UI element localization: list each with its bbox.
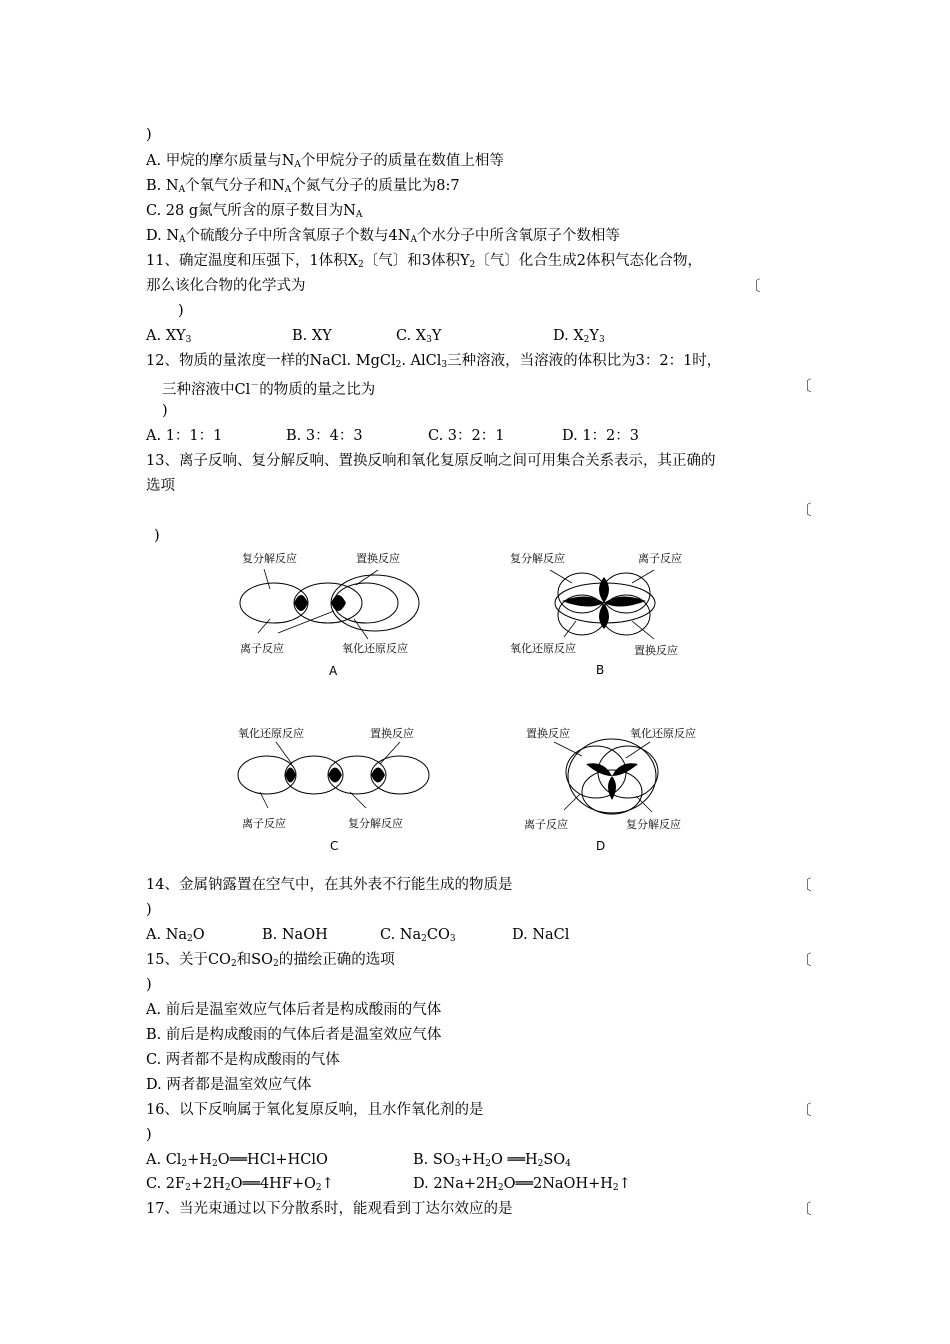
q16-option-a: A. $Cl_2+H_2O══HCl+HClO$	[146, 1152, 328, 1169]
q14-option-b: B. NaOH	[262, 927, 328, 943]
equals-arrow: ══	[229, 1152, 248, 1168]
diagram-b-label-top-right: 离子反应	[638, 552, 682, 565]
diagram-c-label-bottom-right: 复分解反应	[348, 817, 403, 830]
q12-stem-line2: 三种溶液中Cl－的物质的量之比为	[162, 381, 376, 398]
diagram-b-leader-top-right	[632, 570, 654, 583]
diagram-d-leader-bottom-right	[636, 796, 652, 812]
equals-arrow: ══	[242, 1176, 260, 1192]
diagram-c-leader-top-left	[276, 742, 292, 764]
q11-option-d: D. $X_2Y_3$	[553, 328, 605, 345]
q12-option-b: B. 3：4：3	[286, 428, 363, 444]
q10-close-paren: )	[146, 127, 152, 143]
q13-diagram-d	[500, 720, 720, 855]
q16-close-paren: )	[146, 1127, 152, 1143]
q13-open-paren: 〔	[797, 503, 812, 519]
q14-stem: 14、金属钠露置在空气中，在其外表不行能生成的物质是	[146, 877, 513, 893]
q11-close-paren: )	[178, 303, 184, 319]
diagram-d-petal-left	[586, 763, 612, 776]
q10-option-d: D. $N_A$个硫酸分子中所含氧原子个数与$4N_A$个水分子中所含氧原子个数相等	[146, 228, 620, 245]
q14-option-d: D. NaCl	[512, 927, 570, 943]
q16-open-paren: 〔	[797, 1103, 812, 1119]
q11-stem-line2: 那么该化合物的化学式为	[146, 278, 306, 294]
equals-arrow: ══	[515, 1176, 533, 1192]
q12-option-a: A. 1：1：1	[146, 428, 223, 444]
q15-option-b: B. 前后是构成酸雨的气体后者是温室效应气体	[146, 1027, 442, 1043]
diagram-d-label-bottom-right: 复分解反应	[626, 818, 681, 831]
q12-option-c: C. 3：2：1	[428, 428, 505, 444]
q12-close-paren: )	[162, 403, 168, 419]
q11-option-c: C. $X_3Y$	[396, 328, 442, 345]
diagram-a-label-top-left: 复分解反应	[242, 552, 297, 565]
q15-option-d: D. 两者都是温室效应气体	[146, 1077, 312, 1093]
diagram-d-petal-right	[612, 763, 638, 776]
q13-diagram-c	[230, 720, 440, 855]
diagram-a-leader-top-left	[264, 569, 270, 589]
diagram-b-label-bottom-right: 置换反应	[634, 644, 678, 657]
q16-stem: 16、以下反响属于氧化复原反响，且水作氧化剂的是	[146, 1102, 484, 1118]
diagram-b-petal-bottom	[599, 603, 609, 629]
q15-close-paren: )	[146, 977, 152, 993]
q13-diagram-b	[500, 545, 700, 680]
diagram-a-overlap-right	[331, 595, 346, 611]
diagram-d-leader-top-right	[626, 742, 650, 758]
q13-stem-line2: 选项	[146, 478, 175, 494]
q15-open-paren: 〔	[797, 953, 812, 969]
diagram-b-leader-bottom-right	[632, 621, 654, 639]
q11-stem-line1: 11、确定温度和压强下，1体积$X_2$〔气〕和3体积$Y_2$〔气〕化合生成2体积气态化合物，	[146, 253, 703, 270]
q10-option-c: C. 28 g氮气所含的原子数目为$N_A$	[146, 203, 363, 220]
q14-option-c: C. $Na_2CO_3$	[380, 927, 456, 944]
q16-option-d: D. $2Na+2H_2O══2NaOH+H_2↑$	[413, 1176, 631, 1193]
q13-stem-line1: 13、离子反响、复分解反响、置换反响和氧化复原反响之间可用集合关系表示，其正确的	[146, 453, 716, 469]
diagram-b-caption: B	[596, 663, 605, 677]
diagram-c-label-top-left: 氧化还原反应	[238, 727, 304, 740]
diagram-c-overlap-2	[328, 768, 342, 783]
diagram-a-label-bottom-right: 氧化还原反应	[342, 642, 408, 655]
diagram-c-label-top-right: 置换反应	[370, 727, 414, 740]
q16-option-c: C. $2F_2+2H_2O══4HF+O_2↑$	[146, 1176, 334, 1193]
q14-close-paren: )	[146, 902, 152, 918]
diagram-c-label-bottom-left: 离子反应	[242, 817, 286, 830]
diagram-d-label-top-left: 置换反应	[526, 727, 570, 740]
q11-open-paren: 〔	[746, 279, 761, 295]
diagram-d-leader-bottom-left	[564, 794, 580, 810]
diagram-c-caption: C	[330, 839, 339, 853]
q15-option-a: A. 前后是温室效应气体后者是构成酸雨的气体	[146, 1002, 442, 1018]
q14-option-a: A. $Na_2O$	[146, 927, 205, 944]
diagram-c-overlap-3	[371, 768, 385, 783]
equals-arrow: ══	[507, 1152, 525, 1168]
diagram-d-caption: D	[596, 839, 606, 853]
diagram-d-petal-bottom	[608, 776, 616, 800]
diagram-a-overlap-left	[294, 595, 308, 611]
diagram-d-label-bottom-left: 离子反应	[524, 818, 568, 831]
diagram-a-caption: A	[329, 664, 338, 678]
diagram-a-label-bottom-left: 离子反应	[240, 642, 284, 655]
diagram-b-label-top-left: 复分解反应	[510, 552, 565, 565]
q12-option-d: D. 1：2：3	[562, 428, 640, 444]
q13-close-paren: )	[154, 528, 160, 544]
q15-option-c: C. 两者都不是构成酸雨的气体	[146, 1052, 340, 1068]
q10-option-a: A. 甲烷的摩尔质量与$N_A$个甲烷分子的质量在数值上相等	[146, 153, 504, 170]
diagram-b-ellipse-top-right	[602, 573, 650, 613]
q16-option-b: B. $SO_3+H_2O$ $══H_2SO_4$	[413, 1152, 571, 1169]
diagram-a-label-top-right: 置换反应	[356, 552, 400, 565]
q12-stem-line1: 12、物质的量浓度一样的NaCl. MgCl$_2$. AlCl$_3$三种溶液，当溶液的体积比为3：2：1时，	[146, 353, 722, 370]
q17-open-paren: 〔	[797, 1202, 812, 1218]
diagram-c-overlap-1	[285, 768, 296, 783]
diagram-c-leader-top-right	[380, 742, 400, 764]
q12-open-paren: 〔	[797, 379, 812, 395]
diagram-a-leader-bottom-right	[354, 619, 368, 639]
q14-open-paren: 〔	[797, 878, 812, 894]
diagram-d-leader-top-left	[554, 742, 582, 756]
diagram-b-label-bottom-left: 氧化还原反应	[510, 642, 576, 655]
q17-stem: 17、当光束通过以下分散系时，能观看到丁达尔效应的是	[146, 1201, 513, 1217]
q15-stem: 15、关于$CO_2$和$SO_2$的描绘正确的选项	[146, 952, 395, 969]
q11-option-b: B. XY	[292, 328, 332, 344]
q10-option-b: B. $N_A$个氧气分子和$N_A$个氮气分子的质量比为8:7	[146, 178, 460, 195]
q13-diagram-a	[230, 545, 430, 680]
diagram-d-label-top-right: 氧化还原反应	[630, 727, 696, 740]
q11-option-a: A. $XY_3$	[146, 328, 192, 345]
diagram-b-leader-bottom-left	[564, 621, 576, 637]
